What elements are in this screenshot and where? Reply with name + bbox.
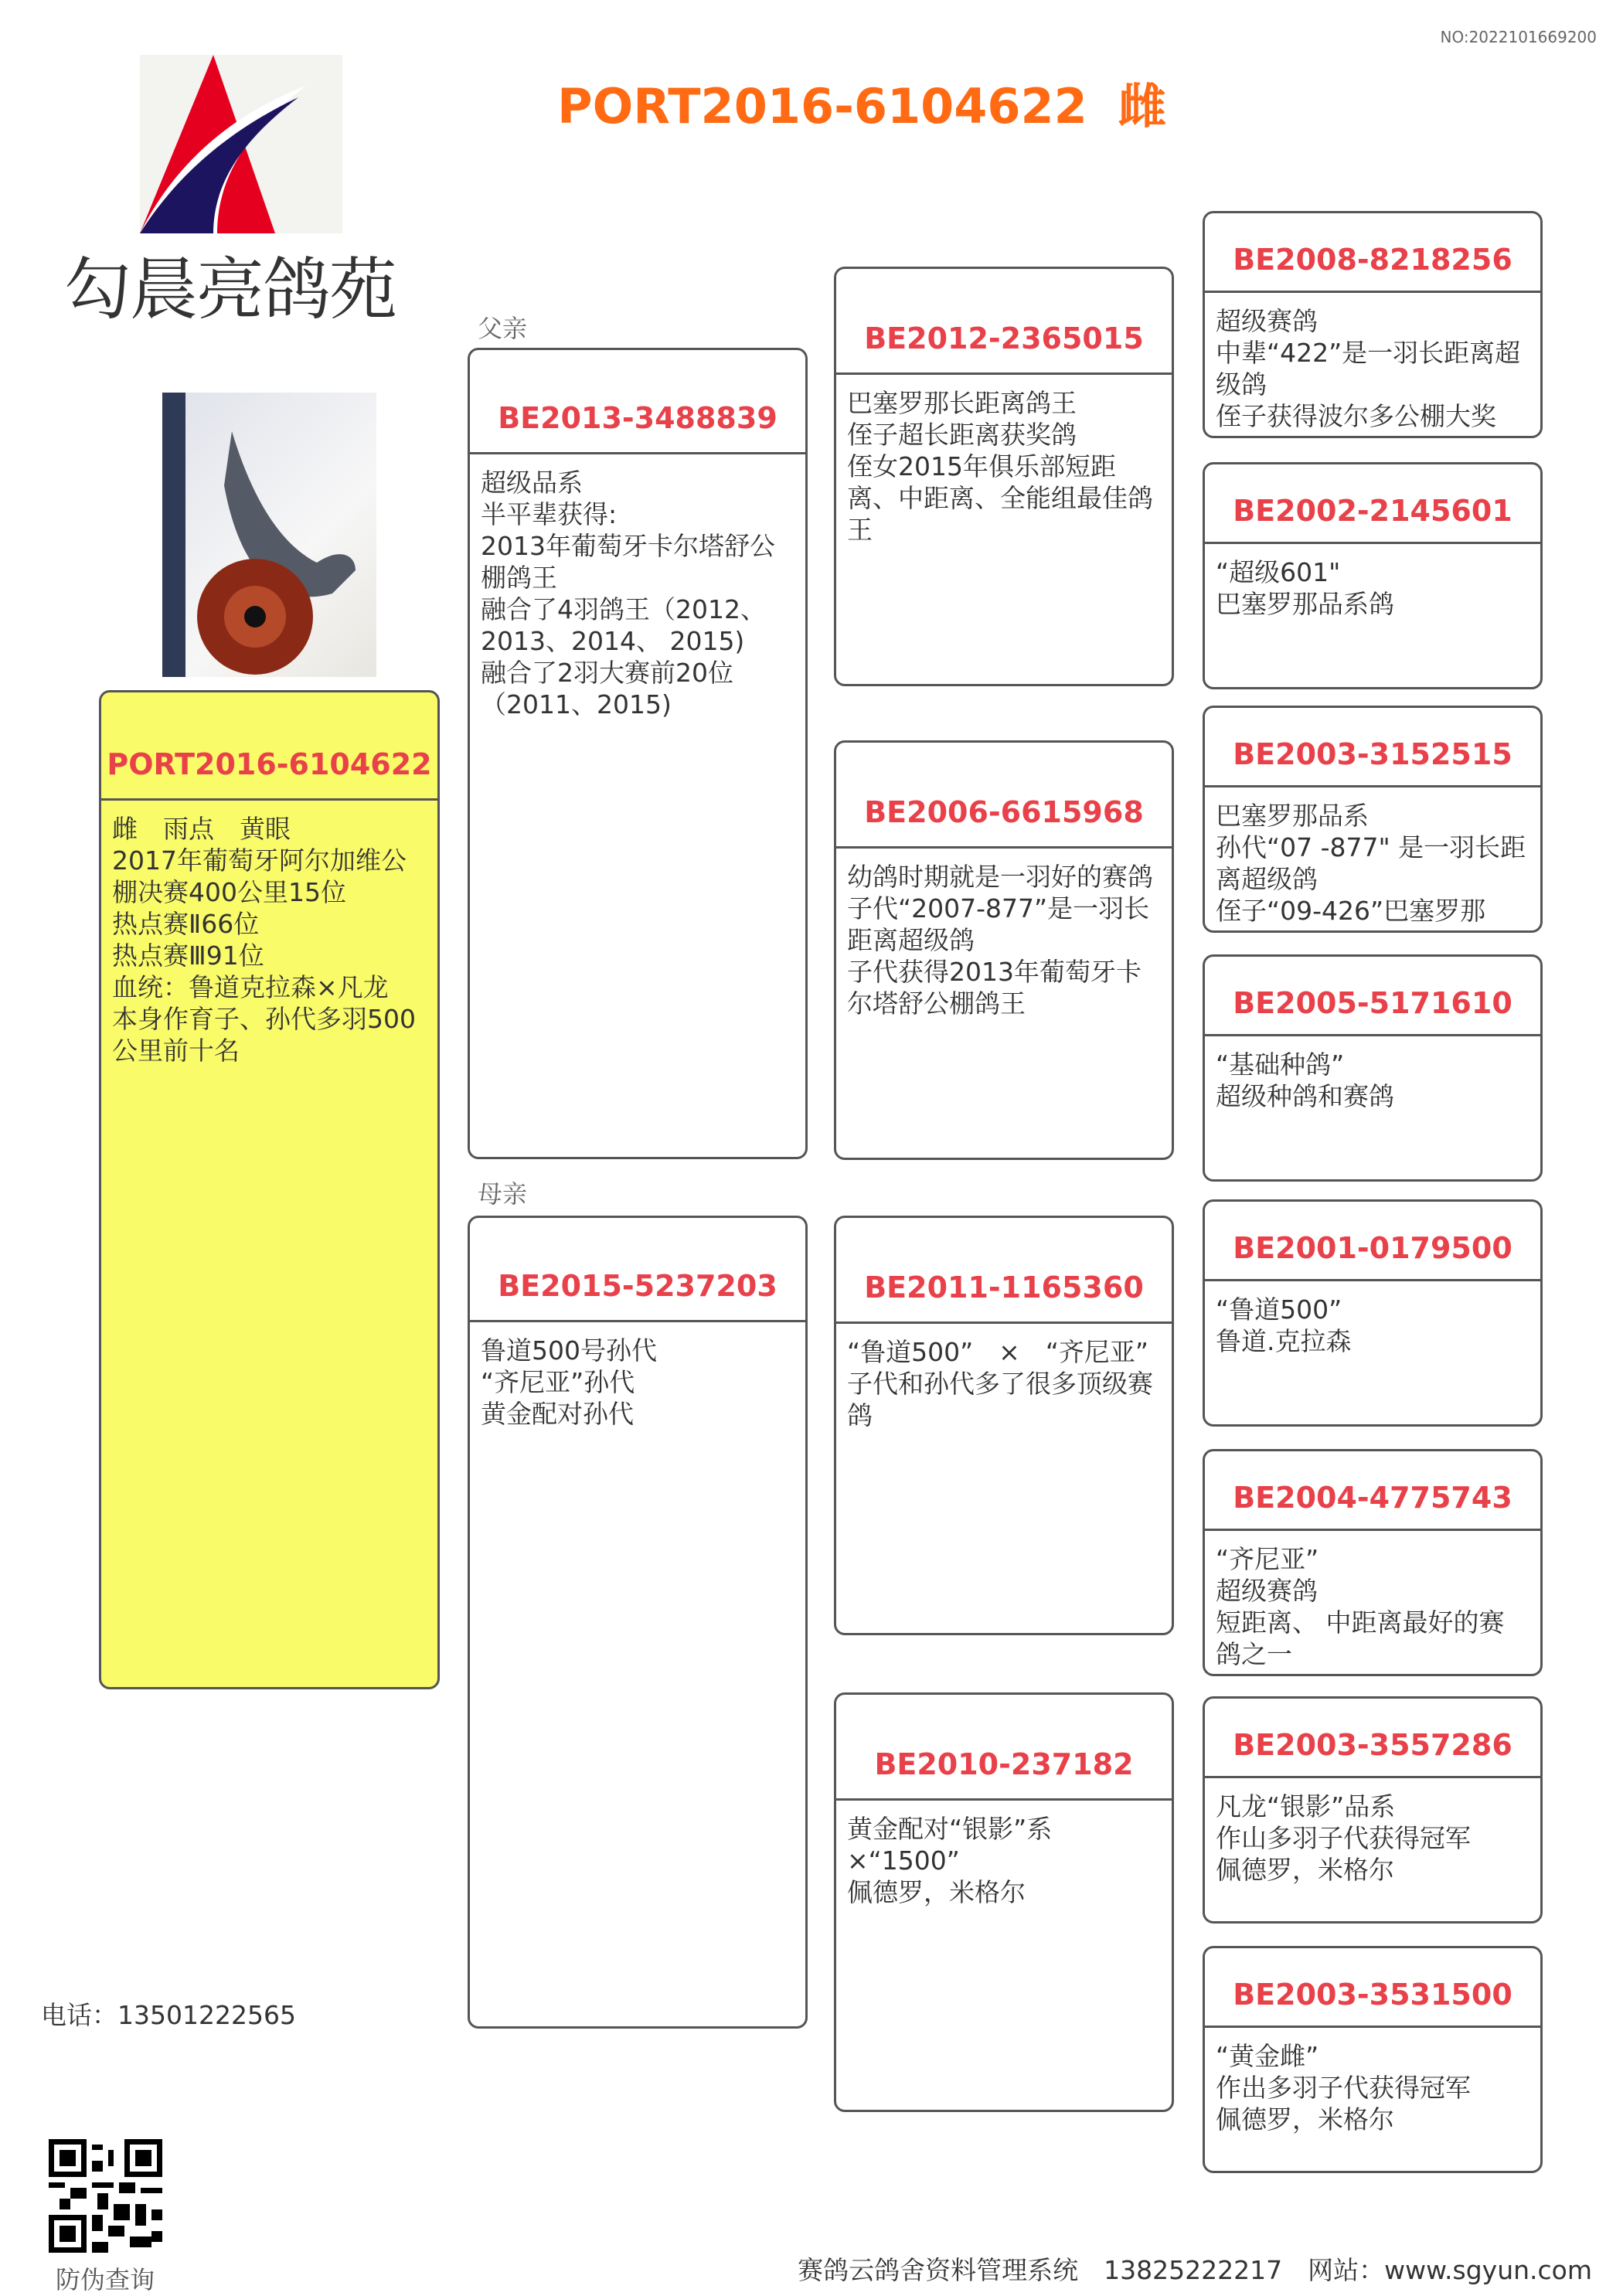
- pigeon-description: “鲁道500” 鲁道.克拉森: [1216, 1294, 1352, 1356]
- ring-number: BE2003-3152515: [1205, 708, 1540, 787]
- pigeon-description: 黄金配对“银影”系×“1500” 佩德罗，米格尔: [847, 1814, 1053, 1907]
- grandparent-card: [834, 1692, 1174, 2112]
- subject-description: 雌 雨点 黄眼 2017年葡萄牙阿尔加维公棚决赛400公里15位 热点赛Ⅱ66位 热点赛Ⅲ91位 血统：鲁道克拉森×凡龙 本身作育子、孙代多羽500公里前十名: [112, 814, 416, 1066]
- great-grandparent-card: [1203, 1946, 1543, 2173]
- great-grandparent-card: [1203, 462, 1543, 689]
- qr-code[interactable]: [49, 2139, 162, 2253]
- ring-number: BE2015-5237203: [470, 1218, 805, 1322]
- great-grandparent-card: [1203, 1696, 1543, 1924]
- qr-label: 防伪查询: [56, 2265, 155, 2294]
- pigeon-description: 幼鸽时期就是一羽好的赛鸽 子代“2007-877”是一羽长距离超级鸽 子代获得2013年葡萄牙卡尔塔舒公棚鸽王: [847, 862, 1153, 1019]
- ring-number: BE2010-237182: [836, 1695, 1172, 1801]
- father-label: 父亲: [478, 314, 528, 343]
- great-grandparent-card: [1203, 706, 1543, 933]
- ring-number: BE2001-0179500: [1205, 1202, 1540, 1281]
- ring-number: BE2008-8218256: [1205, 213, 1540, 293]
- grandparent-card: [834, 1216, 1174, 1635]
- pigeon-description: 巴塞罗那长距离鸽王 侄子超长距离获奖鸽 侄女2015年俱乐部短距离、中距离、全能组最佳鸽王: [847, 388, 1153, 545]
- great-grandparent-card: [1203, 211, 1543, 438]
- pigeon-description: “超级601" 巴塞罗那品系鸽: [1216, 557, 1394, 619]
- title-ring: PORT2016-6104622: [557, 78, 1087, 134]
- ring-number: BE2011-1165360: [836, 1218, 1172, 1324]
- pigeon-description: “基础种鸽” 超级种鸽和赛鸽: [1216, 1049, 1394, 1111]
- grandparent-card: [834, 740, 1174, 1160]
- page-title: [0, 68, 1623, 137]
- pigeon-description: 鲁道500号孙代 “齐尼亚”孙代 黄金配对孙代: [481, 1335, 657, 1429]
- pigeon-description: “黄金雌” 作出多羽子代获得冠军 佩德罗，米格尔: [1216, 2041, 1471, 2134]
- pigeon-description: 凡龙“银影”品系 作山多羽子代获得冠军 佩德罗，米格尔: [1216, 1791, 1471, 1885]
- subject-ring: PORT2016-6104622: [101, 692, 437, 801]
- ring-number: BE2012-2365015: [836, 269, 1172, 375]
- ring-number: BE2003-3557286: [1205, 1699, 1540, 1778]
- ring-number: BE2005-5171610: [1205, 957, 1540, 1036]
- pigeon-description: 巴塞罗那品系 孙代“07 -877" 是一羽长距离超级鸽 侄子“09-426”巴塞罗那: [1216, 801, 1526, 926]
- mother-card: [468, 1216, 808, 2029]
- pigeon-description: 超级赛鸽 中辈“422”是一羽长距离超级鸽 侄子获得波尔多公棚大奖: [1216, 306, 1521, 431]
- great-grandparent-card: [1203, 954, 1543, 1182]
- subject-pigeon-card: [99, 690, 440, 1689]
- ring-number: BE2004-4775743: [1205, 1451, 1540, 1531]
- great-grandparent-card: [1203, 1199, 1543, 1427]
- ring-number: BE2013-3488839: [470, 350, 805, 454]
- pigeon-description: 超级品系 半平辈获得: 2013年葡萄牙卡尔塔舒公棚鸽王 融合了4羽鸽王（2012、2013、2014、 2015) 融合了2羽大赛前20位（2011、2015): [481, 468, 775, 719]
- mother-label: 母亲: [478, 1179, 528, 1209]
- great-grandparent-card: [1203, 1449, 1543, 1676]
- pigeon-photo: [162, 393, 376, 677]
- document-number: NO:2022101669200: [1440, 28, 1597, 46]
- footer-text: 赛鸽云鸽舍资料管理系统 13825222217 网站：www.sgyun.com: [798, 2255, 1592, 2285]
- ring-number: BE2002-2145601: [1205, 464, 1540, 544]
- phone-number: 电话：13501222565: [41, 2000, 296, 2030]
- father-card: [468, 348, 808, 1159]
- grandparent-card: [834, 267, 1174, 686]
- pigeon-description: “鲁道500” × “齐尼亚” 子代和孙代多了很多顶级赛鸽: [847, 1337, 1153, 1430]
- brand-name: 勾晨亮鸽苑: [63, 250, 396, 329]
- ring-number: BE2003-3531500: [1205, 1948, 1540, 2028]
- pigeon-description: “齐尼亚” 超级赛鸽 短距离、 中距离最好的赛鸽之一: [1216, 1544, 1505, 1669]
- ring-number: BE2006-6615968: [836, 743, 1172, 849]
- title-sex: 雌: [1118, 78, 1166, 134]
